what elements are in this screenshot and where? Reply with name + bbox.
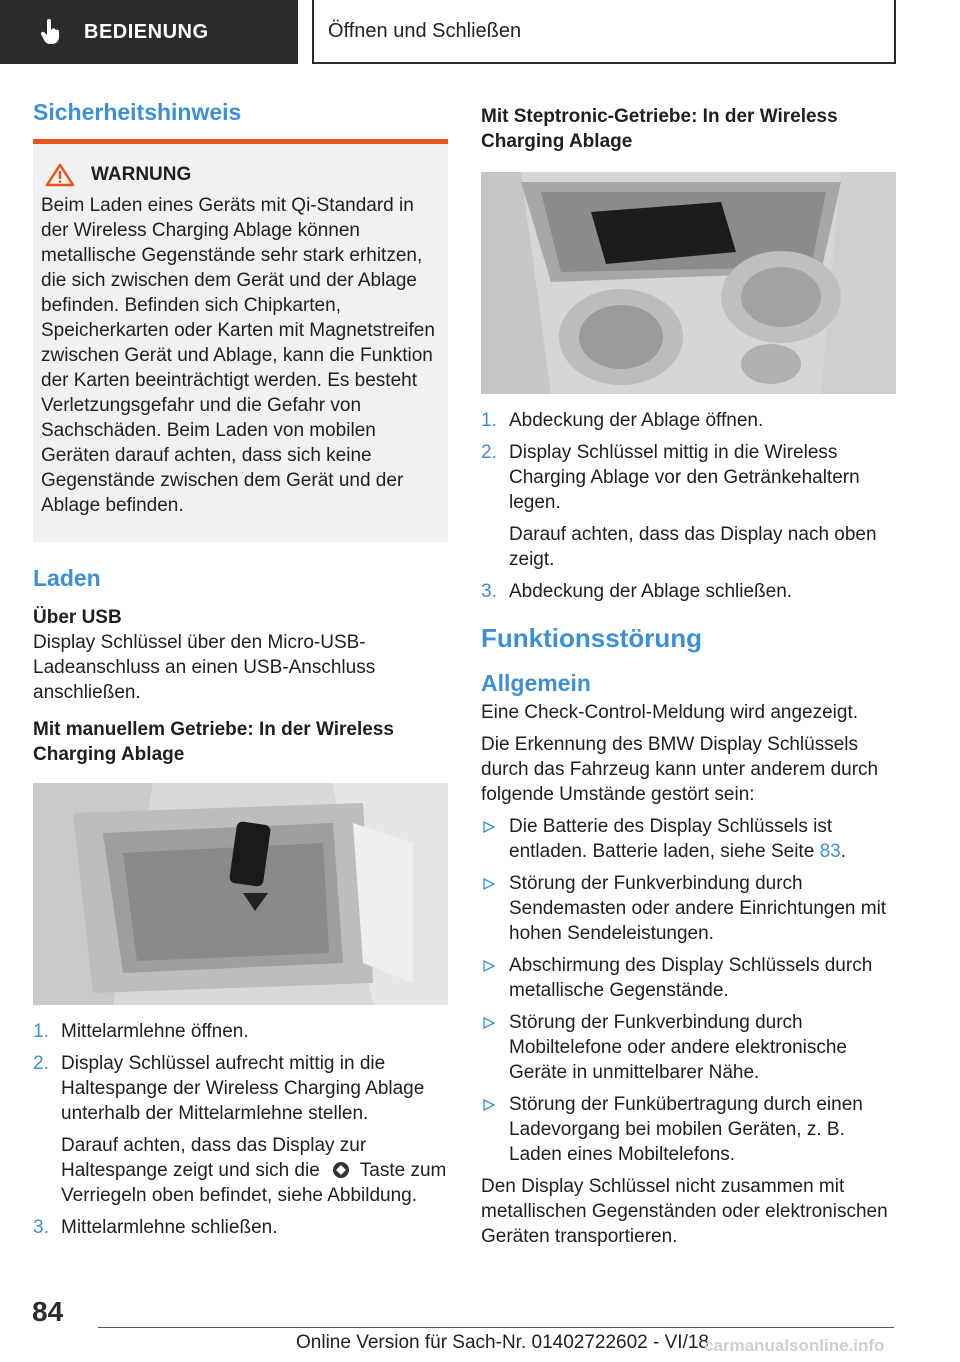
footer-version: Online Version für Sach-Nr. 01402722602 - VI/18	[296, 1332, 709, 1353]
paragraph-check-control: Eine Check-Control-Meldung wird angezeigt.	[481, 702, 859, 723]
heading-allgemein: Allgemein	[481, 670, 591, 696]
list-item: Störung der Funkverbindung durch Mobiltelefone oder andere elektronische Geräte in unmittelbarer Nähe.	[481, 1010, 896, 1085]
list-item: 3. Mittelarmlehne schließen.	[33, 1217, 278, 1238]
heading-stoerung: Funktionsstörung	[481, 623, 702, 653]
manual-steps	[33, 1019, 448, 1240]
page-link[interactable]: 83	[819, 841, 841, 862]
triangle-bullet-icon	[483, 960, 495, 972]
heading-manual: Mit manuellem Getriebe: In der Wireless Charging Ablage	[33, 719, 394, 765]
left-column	[33, 100, 448, 1247]
list-item: Störung der Funkverbindung durch Sendemasten oder andere Einrichtungen mit hohen Sendeleistungen.	[481, 871, 896, 946]
console-photo	[481, 172, 896, 394]
triangle-bullet-icon	[483, 1017, 495, 1029]
list-item: 3. Abdeckung der Ablage schließen.	[481, 581, 793, 602]
list-item: 2. Display Schlüssel aufrecht mittig in die Haltespange der Wireless Charging Ablage unterhalb der Mittelarmlehne stellen. Darauf achten, dass das Display zur Haltespange zeigt und sich die Taste zum Verriegeln oben befindet, siehe Abbildung.	[33, 1053, 447, 1206]
list-item: Abschirmung des Display Schlüssels durch metallische Gegenstände.	[481, 953, 896, 1003]
armrest-photo	[33, 783, 448, 1005]
header-section-tab	[0, 0, 298, 64]
list-item: 2. Display Schlüssel mittig in die Wireless Charging Ablage vor den Getränkehaltern legen. Darauf achten, dass das Display nach oben zeigt.	[481, 442, 877, 570]
watermark: carmanualsonline.info	[704, 1336, 885, 1355]
heading-steptronic: Mit Steptronic-Getriebe: In der Wireless Charging Ablage	[481, 106, 838, 152]
triangle-bullet-icon	[483, 821, 495, 833]
list-item: Die Batterie des Display Schlüssels ist entladen. Batterie laden, siehe Seite 83.	[481, 814, 896, 864]
heading-safety: Sicherheitshinweis	[33, 99, 242, 125]
warning-text: Beim Laden eines Geräts mit Qi-Standard in der Wireless Charging Ablage können metallische Gegenstände sehr stark erhitzen, die sich zwischen dem Gerät und der Ablage befinden. Befinden sich Chipkarten, Speicherkarten oder Karten mit Magnetstreifen zwischen Gerät und Ablage, kann die Funktion der Karten beeinträchtigt werden. Es besteht Verletzungsgefahr und die Gefahr von Sachschäden. Beim Laden von mobilen Geräten darauf achten, dass sich keine Gegenstände zwischen dem Gerät und der Ablage befinden.	[41, 195, 435, 516]
page-number: 84	[32, 1296, 64, 1327]
triangle-bullet-icon	[483, 1099, 495, 1111]
list-item: 1. Mittelarmlehne öffnen.	[33, 1021, 249, 1042]
list-item: 1. Abdeckung der Ablage öffnen.	[481, 410, 764, 431]
chapter-title: Öffnen und Schließen	[312, 0, 896, 64]
heading-laden: Laden	[33, 565, 101, 591]
triangle-bullet-icon	[483, 878, 495, 890]
heading-usb: Über USB	[33, 607, 122, 628]
right-column	[481, 100, 896, 1249]
steptronic-steps	[481, 408, 896, 604]
section-title: BEDIENUNG	[84, 20, 209, 43]
hand-pointer-icon	[38, 19, 64, 45]
list-item: Störung der Funkübertragung durch einen Ladevorgang bei mobilen Geräten, z. B. Laden eines Mobiltelefons.	[481, 1092, 896, 1167]
warning-triangle-icon	[45, 163, 75, 187]
warning-box	[33, 139, 448, 542]
lock-button-icon	[330, 1161, 352, 1179]
disturbance-list	[481, 814, 896, 1167]
usb-text: Display Schlüssel über den Micro-USB-Ladeanschluss an einen USB-Anschluss anschließen.	[33, 632, 376, 703]
paragraph-transport: Den Display Schlüssel nicht zusammen mit metallischen Gegenständen oder elektronischen Geräten transportieren.	[481, 1176, 888, 1247]
paragraph-recognition: Die Erkennung des BMW Display Schlüssels durch das Fahrzeug kann unter anderem durch folgende Umstände gestört sein:	[481, 734, 879, 805]
warning-title: WARNUNG	[91, 164, 192, 185]
footer-divider	[98, 1327, 894, 1328]
